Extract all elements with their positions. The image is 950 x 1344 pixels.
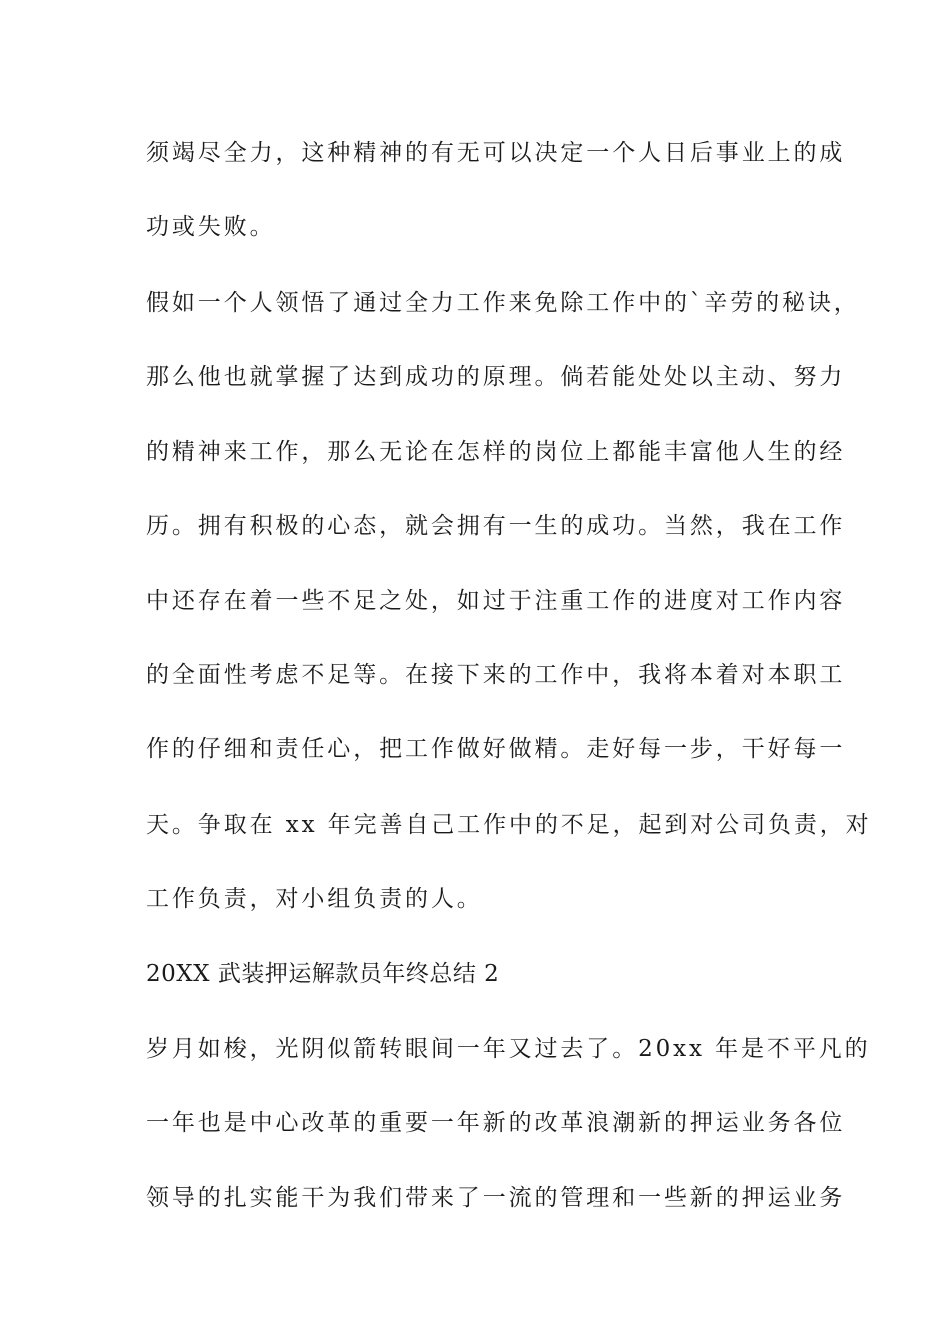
paragraph-line: 天。争取在 xx 年完善自己工作中的不足，起到对公司负责，对 [146, 812, 872, 838]
paragraph-line: 假如一个人领悟了通过全力工作来免除工作中的`辛劳的秘诀， [146, 290, 860, 316]
section-heading: 20XX 武装押运解款员年终总结 2 [146, 961, 500, 987]
paragraph-line: 的全面性考虑不足等。在接下来的工作中，我将本着对本职工 [146, 662, 846, 688]
paragraph-line: 功或失败。 [146, 214, 276, 240]
paragraph-line: 历。拥有积极的心态，就会拥有一生的成功。当然，我在工作 [146, 513, 846, 539]
paragraph-line: 岁月如梭，光阴似箭转眼间一年又过去了。20xx 年是不平凡的 [146, 1036, 871, 1062]
paragraph-line: 须竭尽全力，这种精神的有无可以决定一个人日后事业上的成 [146, 140, 846, 166]
paragraph-line: 那么他也就掌握了达到成功的原理。倘若能处处以主动、努力 [146, 364, 846, 390]
paragraph-line: 一年也是中心改革的重要一年新的改革浪潮新的押运业务各位 [146, 1110, 846, 1136]
paragraph-line: 工作负责，对小组负责的人。 [146, 886, 483, 912]
paragraph-line: 中还存在着一些不足之处，如过于注重工作的进度对工作内容 [146, 588, 846, 614]
paragraph-line: 作的仔细和责任心，把工作做好做精。走好每一步，干好每一 [146, 736, 846, 762]
paragraph-line: 领导的扎实能干为我们带来了一流的管理和一些新的押运业务 [146, 1185, 846, 1211]
paragraph-line: 的精神来工作，那么无论在怎样的岗位上都能丰富他人生的经 [146, 439, 846, 465]
